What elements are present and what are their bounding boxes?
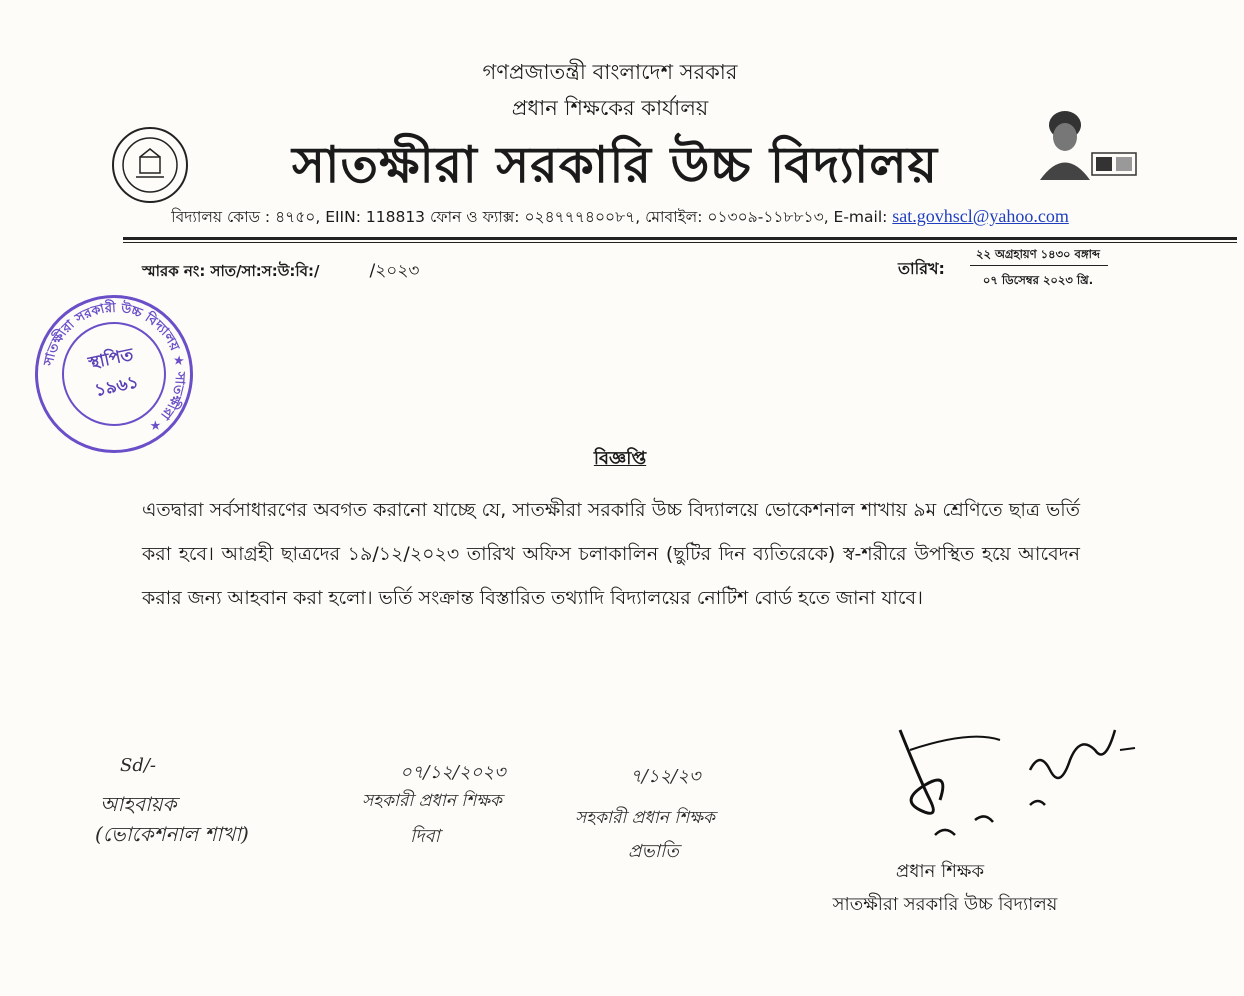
handwritten-sig2-line1: ০৭/১২/২০২৩ [400, 762, 506, 783]
notice-heading: বিজ্ঞপ্তি [593, 448, 647, 469]
memo-number [142, 258, 419, 286]
handwritten-sig1-line3: (ভোকেশনাল শাখা) [95, 822, 249, 846]
handwritten-sig3-line3: প্রভাতি [628, 841, 679, 862]
government-line: গণপ্রজাতন্ত্রী বাংলাদেশ সরকার [482, 60, 738, 84]
notice-body: এতদ্বারা সর্বসাধারণের অবগত করানো যাচ্ছে যে, সাতক্ষীরা সরকারি উচ্চ বিদ্যালয়ে ভোকেশনাল শাখায় ৯ম শ্রেণিতে ছাত্র ভর্তি করা হবে। আগ্রহী ছাত্রদের ১৯/১২/২০২৩ তারিখ অফিস চলাকালিন (ছুটির দিন ব্যতিরেকে) স্ব-শরীরে উপস্থিত হয়ে আবেদন করার জন্য আহবান করা হলো। ভর্তি সংক্রান্ত বিস্তারিত তথ্যাদি বিদ্যালয়ের নোটিশ বোর্ড হতে জানা যাবে। [142, 499, 1080, 610]
memo-label: স্মারক নং: সাত/সা:স:উ:বি:/ [142, 262, 320, 280]
school-name: সাতক্ষীরা সরকারি উচ্চ বিদ্যালয় [291, 136, 939, 194]
contact-details: বিদ্যালয় কোড : ৪৭৫০, EIIN: 118813 ফোন ও ফ্যাক্স: ০২৪৭৭৭৪০০৮৭, মোবাইল: ০১৩০৯-১১৮৮১৩, E-mail: [171, 208, 893, 226]
email-link: sat.govhscl@yahoo.com [892, 206, 1069, 226]
header-divider-thick [123, 237, 1237, 240]
handwritten-sig3-line1: ৭/১২/২৩ [630, 766, 701, 787]
headmaster-title: প্রধান শিক্ষক [895, 861, 985, 882]
stamp-center-word: স্থাপিত [86, 344, 136, 374]
date-bangla: ২২ অগ্রহায়ণ ১৪৩০ বঙ্গাব্দ [976, 247, 1100, 261]
contact-line [120, 205, 1120, 231]
stamp-ring-text: সাতক্ষীরা সরকারী উচ্চ বিদ্যালয় ★ সাতক্ষীরা ★ [41, 300, 188, 435]
stamp-center-year: ১৯৬১ [93, 372, 141, 402]
memo-year: /২০২৩ [369, 261, 420, 281]
handwritten-sig2-line2: সহকারী প্রধান শিক্ষক [362, 791, 502, 811]
handwritten-sig3-line2: সহকারী প্রধান শিক্ষক [575, 808, 715, 828]
headmaster-signature [880, 690, 1140, 850]
handwritten-sig2-line3: দিবা [410, 826, 440, 847]
portrait-logo-icon [1030, 105, 1140, 180]
date-divider [970, 265, 1108, 266]
headmaster-school: সাতক্ষীরা সরকারি উচ্চ বিদ্যালয় [832, 894, 1058, 915]
handwritten-sig1-line1: Sd/- [120, 755, 156, 776]
header-divider-thin [123, 242, 1237, 243]
date-label: তারিখ: [898, 259, 945, 278]
date-english: ০৭ ডিসেম্বর ২০২৩ খ্রি. [982, 273, 1094, 287]
handwritten-sig1-line2: আহবায়ক [100, 792, 177, 816]
school-emblem-icon [110, 125, 190, 205]
office-line: প্রধান শিক্ষকের কার্যালয় [511, 96, 709, 120]
